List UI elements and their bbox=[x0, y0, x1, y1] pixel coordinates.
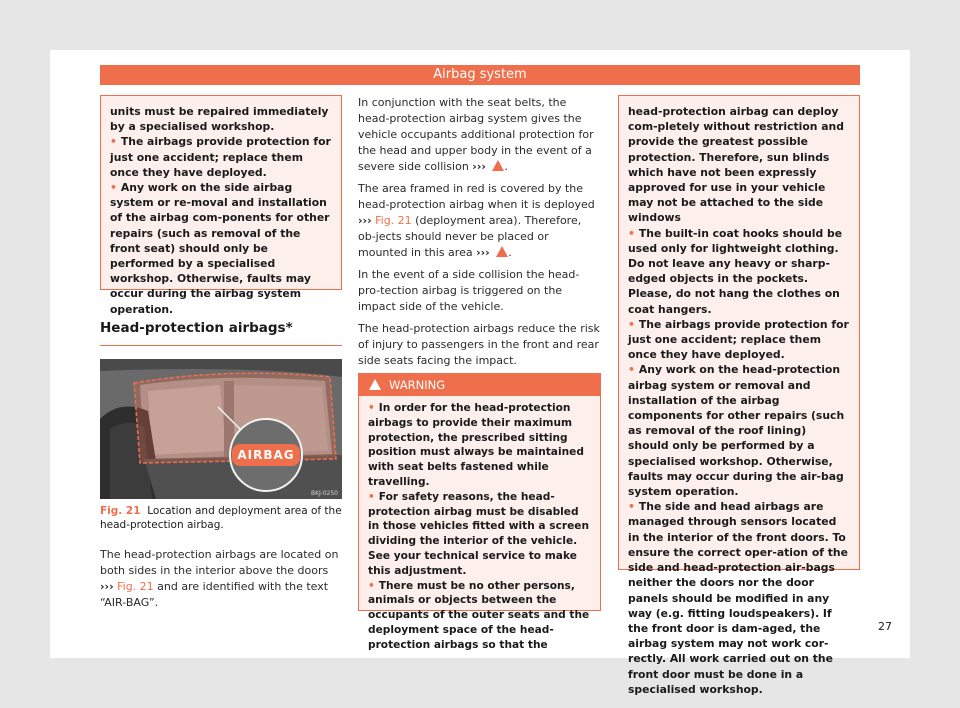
box-bullet: • The built-in coat hooks should be used only for lightweight clothing. Do not leave any heavy or sharp-edged objects in the pockets. Please, do not hang the clothes on coat hangers. bbox=[628, 226, 850, 317]
box-bullet: • Any work on the head-protection airbag system or removal and installation of the airbag components for other repairs (such as removal of the roof lining) should only be performed by a specialised workshop. Otherwise, faults may occur during the air-bag system operation. bbox=[628, 362, 850, 499]
figure-airbag-location bbox=[100, 359, 342, 499]
warning-item: • There must be no other persons, animals or objects between the occupants of the outer seats and the deployment space of the head-protection airbags so that the bbox=[368, 579, 591, 653]
arrows-glyph: ››› bbox=[358, 214, 372, 227]
body-paragraph: The head-protection airbags reduce the risk of injury to passengers in the front and rear side seats facing the impact. bbox=[358, 322, 600, 367]
arrows-glyph: ››› bbox=[476, 246, 490, 259]
body-paragraph: In the event of a side collision the head-pro-tection airbag is triggered on the impact side of the vehicle. bbox=[358, 268, 580, 313]
figure-caption-label: Fig. 21 bbox=[100, 505, 141, 517]
figure-caption bbox=[100, 505, 342, 532]
body-text: The head-protection airbags are located on both sides in the interior above the doors bbox=[100, 548, 339, 577]
body-text: . bbox=[504, 160, 508, 173]
box-bullet: • Any work on the side airbag system or re-moval and installation of the airbag com-ponents for other repairs (such as removal of the front seat) should only be performed by a specialised workshop. Otherwise, faults may occur during the airbag system operation. bbox=[110, 180, 332, 317]
figure-code: BKJ-0250 bbox=[310, 490, 338, 497]
warning-box bbox=[358, 373, 601, 651]
warning-item: • For safety reasons, the head-protection airbag must be disabled in those vehicles fitted with a screen dividing the interior of the vehicle. See your technical service to make this adjustment. bbox=[368, 490, 591, 579]
body-text: . bbox=[508, 246, 512, 259]
warning-triangle-icon bbox=[369, 379, 381, 390]
warning-body bbox=[359, 396, 600, 658]
page-header-title: Airbag system bbox=[100, 65, 860, 85]
warning-item: • In order for the head-protection airbags to provide their maximum protection, the prescribed sitting position must always be maintained with seat belts fastened while travelling. bbox=[368, 401, 591, 490]
body-text: and are identified with the text “AIR-BAG”. bbox=[100, 580, 329, 609]
body-text: The area framed in red is covered by the head-protection airbag when it is deployed bbox=[358, 182, 595, 211]
page-number: 27 bbox=[878, 620, 892, 633]
continued-warning-box bbox=[100, 95, 342, 316]
arrows-glyph: ››› bbox=[472, 160, 486, 173]
body-text-block bbox=[358, 95, 601, 369]
box-bullet: • The side and head airbags are managed through sensors located in the interior of the front doors. To ensure the correct oper-ation of the side and head-protection air-bags neither the doors nor the door panels should be modified in any way (e.g. fitting loudspeakers). If the front door is dam-aged, the airbag system may not work cor-rectly. All work carried out on the front door must be done in a specialised workshop. bbox=[628, 499, 850, 697]
box-paragraph: head-protection airbag can deploy com-pletely without restriction and provide the greatest possible protection. Therefore, sun blinds which have not been expressly approved for use in your vehicle may not be attached to the side windows bbox=[628, 105, 844, 225]
column-middle bbox=[358, 95, 601, 651]
body-paragraph bbox=[100, 547, 342, 611]
figure-illustration bbox=[100, 359, 342, 499]
body-paragraph bbox=[358, 181, 601, 261]
warning-triangle-icon[interactable] bbox=[496, 246, 508, 257]
figure-reference-link[interactable]: Fig. 21 bbox=[117, 580, 154, 593]
arrows-glyph: ››› bbox=[100, 580, 114, 593]
body-text: (deployment area). Therefore, ob-jects should never be placed or mounted in this area bbox=[358, 214, 582, 259]
figure-reference-link[interactable]: Fig. 21 bbox=[375, 214, 412, 227]
body-text: In conjunction with the seat belts, the head-protection airbag system gives the vehicle occupants additional protection for the head and upper body in the event of a severe side collision bbox=[358, 96, 594, 173]
warning-title: WARNING bbox=[389, 378, 446, 392]
warning-triangle-icon[interactable] bbox=[492, 160, 504, 171]
box-bullet: • The airbags provide protection for just one accident; replace them once they have deployed. bbox=[628, 317, 850, 363]
box-bullet: • The airbags provide protection for just one accident; replace them once they have deployed. bbox=[110, 134, 332, 180]
section-title: Head-protection airbags* bbox=[100, 320, 342, 346]
body-paragraph bbox=[358, 95, 601, 175]
airbag-label-badge: AIRBAG bbox=[237, 448, 295, 462]
warning-continued-box bbox=[618, 95, 860, 696]
warning-header bbox=[359, 374, 600, 396]
figure-caption-text: Location and deployment area of the head-protection airbag. bbox=[100, 505, 342, 531]
box-paragraph: units must be repaired immediately by a specialised workshop. bbox=[110, 105, 329, 134]
